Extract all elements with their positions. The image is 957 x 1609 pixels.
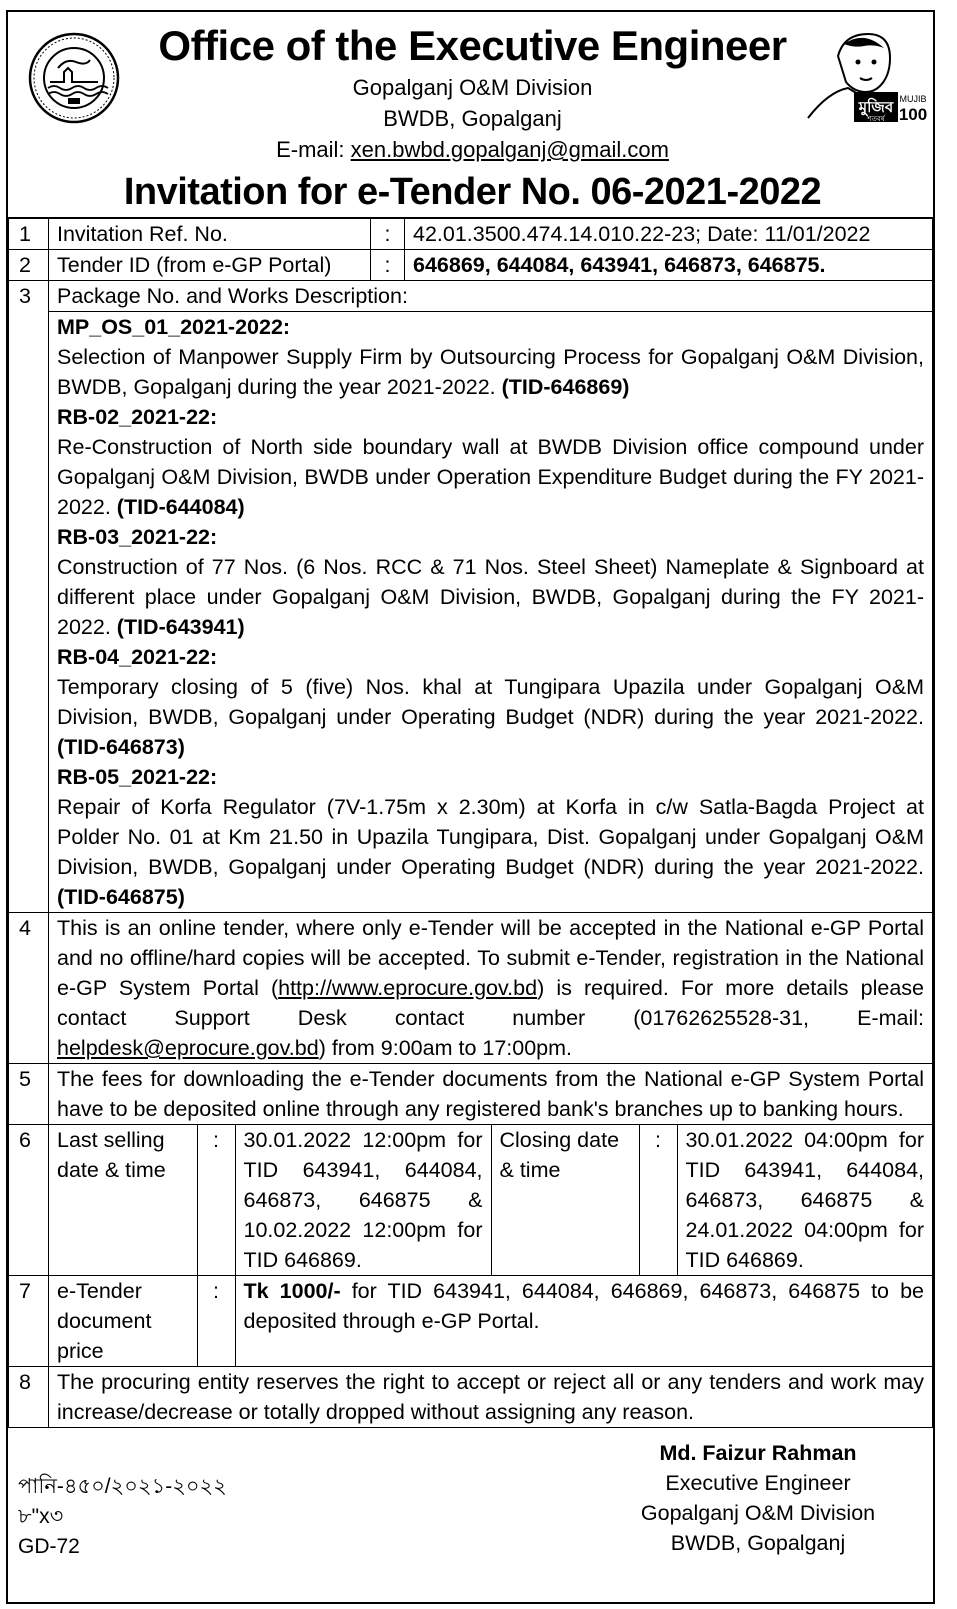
- package-item: [57, 312, 924, 402]
- table-row-doc-price: [9, 1276, 933, 1367]
- ref-value: 42.01.3500.474.14.010.22-23; Date: 11/01/2022: [405, 218, 933, 250]
- package-code: RB-02_2021-22:: [57, 405, 218, 429]
- package-list: [49, 312, 933, 913]
- package-label: Package No. and Works Description:: [49, 281, 933, 312]
- last-selling-label: Last selling date & time: [49, 1125, 197, 1275]
- package-tid: (TID-646873): [57, 735, 185, 759]
- package-description: Temporary closing of 5 (five) Nos. khal at Tungipara Upazila under Gopalganj O&M Division, BWDB, Gopalganj under Operating Budget (NDR) during the year 2021-2022. (TID-646873): [57, 675, 924, 759]
- package-description: Construction of 77 Nos. (6 Nos. RCC & 71 Nos. Steel Sheet) Nameplate & Signboard at different place under Gopalganj O&M Division, BWDB, Gopalganj during the FY 2021-2022. (TID-643941): [57, 555, 924, 639]
- row-number: 5: [9, 1064, 49, 1125]
- footer-ref-line: ৮"x৩: [18, 1505, 64, 1528]
- table-row-rights: [9, 1367, 933, 1428]
- dates-subtable: [49, 1125, 932, 1275]
- rights-text: The procuring entity reserves the right to accept or reject all or any tenders and work may increase/decrease or totally dropped without assigning any reason.: [49, 1367, 933, 1428]
- row-number: 2: [9, 250, 49, 281]
- office-email-link[interactable]: xen.bwbd.gopalganj@gmail.com: [350, 137, 669, 162]
- table-row-ref: [9, 218, 933, 250]
- mujib-100-logo-icon: [798, 26, 928, 126]
- package-tid: (TID-644084): [116, 495, 245, 519]
- colon-separator: :: [371, 250, 405, 281]
- signatory-division: Gopalganj O&M Division: [640, 1501, 876, 1525]
- svg-text:MUJIB: MUJIB: [899, 94, 927, 104]
- signatory-name: Md. Faizur Rahman: [659, 1441, 857, 1465]
- footer-ref-line: GD-72: [18, 1535, 80, 1558]
- package-code: RB-04_2021-22:: [57, 645, 218, 669]
- tender-notice: [6, 10, 935, 1604]
- table-row-tender-id: [9, 250, 933, 281]
- svg-text:100: 100: [898, 105, 928, 124]
- office-email-line: [8, 136, 937, 164]
- signatory-title: Executive Engineer: [665, 1471, 851, 1495]
- package-tid: (TID-646869): [501, 375, 630, 399]
- package-description: Re-Construction of North side boundary wall at BWDB Division office compound under Gopalganj O&M Division, BWDB under Operation Expenditure Budget during the FY 2021-2022. (TID-644084): [57, 435, 924, 519]
- package-code: RB-03_2021-22:: [57, 525, 218, 549]
- package-description: Selection of Manpower Supply Firm by Outsourcing Process for Gopalganj O&M Division, BWDB, Gopalganj during the year 2021-2022. (TID-646869): [57, 345, 924, 399]
- row-number: 6: [9, 1125, 49, 1276]
- table-row-package-header: [9, 281, 933, 312]
- table-row-fees: [9, 1064, 933, 1125]
- package-item: [57, 762, 924, 912]
- package-tid: (TID-646875): [57, 885, 185, 909]
- price-subtable: [49, 1276, 932, 1366]
- row-number: 1: [9, 218, 49, 250]
- doc-price-value: Tk 1000/- for TID 643941, 644084, 646869, 646873, 646875 to be deposited through e-GP Portal.: [243, 1279, 924, 1333]
- tender-id-label: Tender ID (from e-GP Portal): [49, 250, 371, 281]
- closing-date-label: Closing date & time: [491, 1125, 639, 1275]
- signatory-office: BWDB, Gopalganj: [670, 1531, 846, 1555]
- row-number: 3: [9, 281, 49, 913]
- package-item: [57, 522, 924, 642]
- helpdesk-email-link[interactable]: helpdesk@eprocure.gov.bd: [57, 1036, 319, 1060]
- package-code: RB-05_2021-22:: [57, 765, 218, 789]
- closing-date-value: 30.01.2022 04:00pm for TID 643941, 644084, 646873, 646875 & 24.01.2022 04:00pm for TID 646869.: [685, 1128, 924, 1272]
- signature-block: [608, 1438, 908, 1558]
- colon-separator: :: [197, 1125, 235, 1275]
- row-number: 4: [9, 913, 49, 1064]
- price-amount: Tk 1000/-: [243, 1279, 341, 1303]
- email-label: E-mail:: [276, 137, 351, 162]
- footer-ref-line: পানি-৪৫০/২০২১-২০২২: [18, 1475, 227, 1498]
- package-description: Repair of Korfa Regulator (7V-1.75m x 2.30m) at Korfa in c/w Satla-Bagda Project at Polder No. 01 at Km 21.50 in Upazila Tungipara, Dist. Gopalganj under Gopalganj O&M Division, BWDB, Gopalganj under Operating Budget (NDR) during the year 2021-2022. (TID-646875): [57, 795, 924, 909]
- row-number: 7: [9, 1276, 49, 1367]
- footer-reference: [18, 1472, 227, 1562]
- package-item: [57, 642, 924, 762]
- svg-text:শতবর্ষ: শতবর্ষ: [867, 115, 885, 123]
- ref-label: Invitation Ref. No.: [49, 218, 371, 250]
- svg-text:মুজিব: মুজিব: [858, 98, 894, 116]
- package-item: [57, 402, 924, 522]
- colon-separator: :: [371, 218, 405, 250]
- table-row-dates: [9, 1125, 933, 1276]
- online-tender-text: This is an online tender, where only e-Tender will be accepted in the National e-GP Portal and no offline/hard copies will be accepted. To submit e-Tender, registration in the National e-GP System Portal (http://www.eprocure.gov.bd) is required. For more details please contact Support Desk contact number (01762625528-31, E-mail: helpdesk@eprocure.gov.bd) from 9:00am to 17:00pm.: [49, 913, 933, 1064]
- doc-price-label: e-Tender document price: [49, 1276, 197, 1366]
- office-name: BWDB, Gopalganj: [383, 106, 562, 131]
- eprocure-portal-link[interactable]: http://www.eprocure.gov.bd: [278, 976, 538, 1000]
- office-title: Office of the Executive Engineer: [158, 22, 787, 69]
- table-row-packages: [9, 312, 933, 913]
- colon-separator: :: [639, 1125, 677, 1275]
- tender-id-value: 646869, 644084, 643941, 646873, 646875.: [405, 250, 933, 281]
- fees-text: The fees for downloading the e-Tender documents from the National e-GP System Portal have to be deposited online through any registered bank's branches up to banking hours.: [49, 1064, 933, 1125]
- package-code: MP_OS_01_2021-2022:: [57, 315, 291, 339]
- row-number: 8: [9, 1367, 49, 1428]
- last-selling-value: 30.01.2022 12:00pm for TID 643941, 644084, 646873, 646875 & 10.02.2022 12:00pm for TID 646869.: [235, 1125, 491, 1275]
- table-row-online-tender: [9, 913, 933, 1064]
- tender-details-table: [8, 217, 933, 1428]
- package-tid: (TID-643941): [116, 615, 245, 639]
- division-name: Gopalganj O&M Division: [352, 75, 593, 100]
- invitation-title: Invitation for e-Tender No. 06-2021-2022: [123, 171, 822, 213]
- colon-separator: :: [197, 1276, 235, 1366]
